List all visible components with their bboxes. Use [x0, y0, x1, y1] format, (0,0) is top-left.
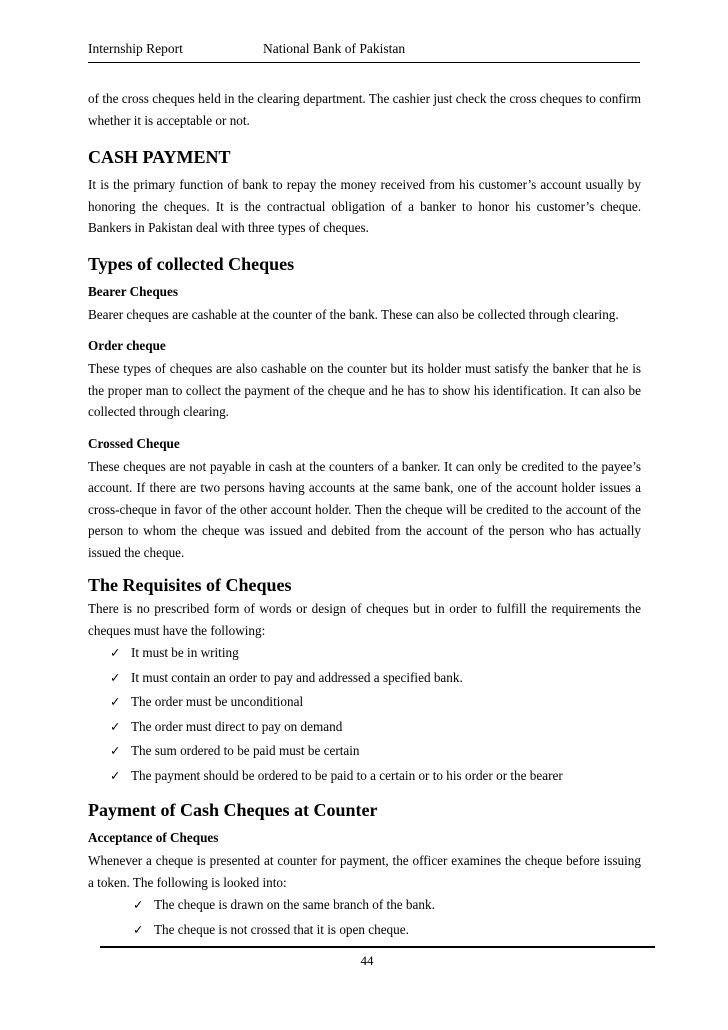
- heading-requisites: The Requisites of Cheques: [88, 575, 292, 595]
- list-item: ✓ The order must direct to pay on demand: [88, 715, 641, 740]
- check-icon: ✓: [110, 645, 121, 660]
- check-icon: ✓: [110, 694, 121, 709]
- check-icon: ✓: [110, 767, 121, 783]
- heading-payment-at-counter: Payment of Cash Cheques at Counter: [88, 800, 378, 820]
- check-icon: ✓: [110, 718, 121, 734]
- requisites-paragraph: There is no prescribed form of words or design of cheques but in order to fulfill the requirements the cheques must have the following:: [88, 601, 641, 638]
- order-paragraph: These types of cheques are also cashable on the counter but its holder must satisfy the banker that he is the proper man to collect the payment of the cheque and he has to show his identification. It can also be collected through clearing.: [88, 361, 641, 419]
- footer-divider: [100, 946, 655, 948]
- bearer-paragraph: Bearer cheques are cashable at the counter of the bank. These can also be collected through clearing.: [88, 306, 619, 322]
- list-item: ✓ The cheque is drawn on the same branch of the bank.: [88, 893, 641, 918]
- check-icon: ✓: [133, 897, 144, 912]
- check-icon: ✓: [133, 921, 144, 937]
- list-item: ✓ The order must be unconditional: [88, 690, 641, 715]
- heading-types-of-cheques: Types of collected Cheques: [88, 253, 295, 274]
- heading-crossed-cheque: Crossed Cheque: [88, 435, 180, 451]
- check-icon: ✓: [110, 669, 121, 685]
- list-item: ✓ The payment should be ordered to be paid to a certain or to his order or the bearer: [88, 764, 641, 789]
- check-icon: ✓: [110, 743, 121, 758]
- acceptance-list: [88, 893, 641, 942]
- header-divider: [88, 62, 640, 63]
- list-item: ✓ It must be in writing: [88, 641, 641, 666]
- list-item: ✓ It must contain an order to pay and addressed a specified bank.: [88, 666, 641, 691]
- crossed-paragraph: These cheques are not payable in cash at the counters of a banker. It can only be credited to the payee’s account. If there are two persons having accounts at the same bank, one of the account holder issues a cross-cheque in favor of the other account holder. Then the cheque will be credited to the account of the person to whom the cheque was issued and debited from the account of the person who has actually issued the cheque.: [88, 458, 641, 560]
- page-number: 44: [360, 953, 374, 968]
- heading-acceptance: Acceptance of Cheques: [88, 830, 219, 845]
- page-body: [88, 88, 641, 942]
- list-item: ✓ The cheque is not crossed that it is open cheque.: [88, 918, 641, 943]
- cash-payment-paragraph: It is the primary function of bank to repay the money received from his customer’s account usually by honoring the cheques. It is the contractual obligation of a banker to honor his customer’s cheque. Bankers in Pakistan deal with three types of cheques.: [88, 177, 641, 235]
- page-header: [88, 40, 640, 62]
- acceptance-paragraph: Whenever a cheque is presented at counter for payment, the officer examines the cheque before issuing a token. The following is looked into:: [88, 853, 641, 890]
- header-report-title: Internship Report: [88, 41, 183, 56]
- requisites-list: [88, 641, 641, 788]
- header-bank-name: National Bank of Pakistan: [263, 41, 406, 56]
- heading-order-cheque: Order cheque: [88, 338, 166, 353]
- list-item: ✓ The sum ordered to be paid must be certain: [88, 739, 641, 764]
- intro-paragraph: of the cross cheques held in the clearing department. The cashier just check the cross cheques to confirm whether it is acceptable or not.: [88, 91, 641, 128]
- heading-bearer-cheques: Bearer Cheques: [88, 283, 178, 299]
- heading-cash-payment: CASH PAYMENT: [88, 147, 231, 167]
